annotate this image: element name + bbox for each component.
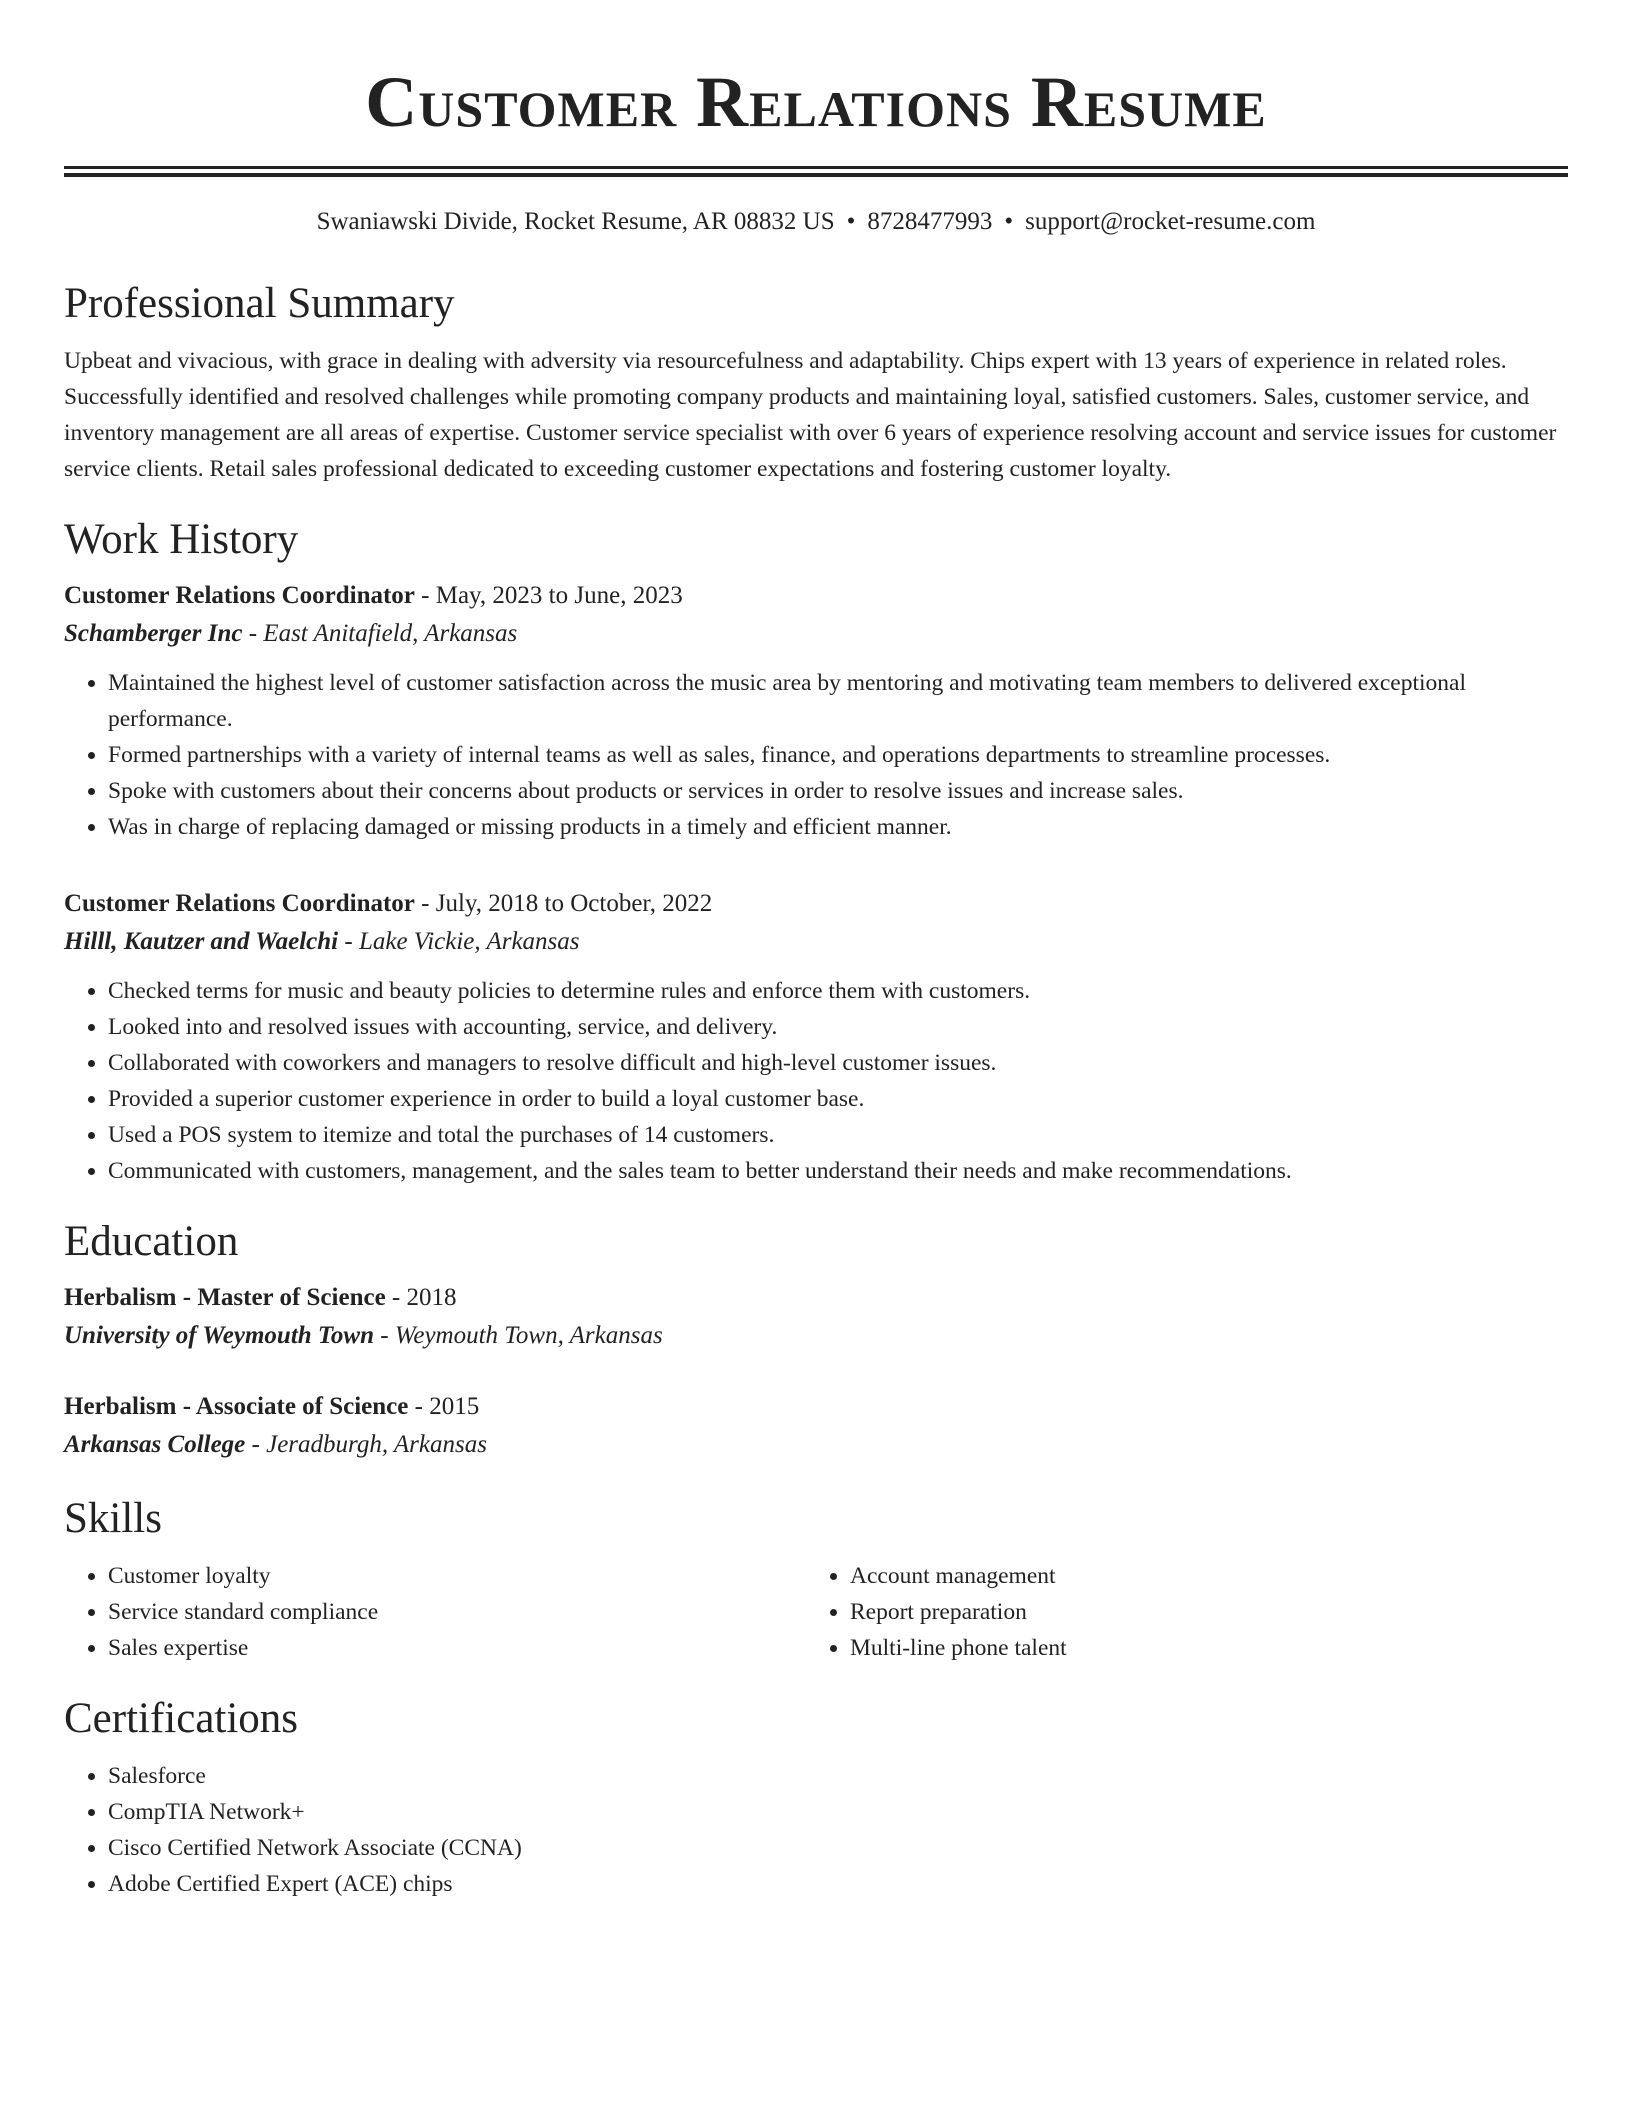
job-location: - East Anitafield, Arkansas: [242, 620, 518, 647]
list-item: • Looked into and resolved issues with accounting, service, and delivery.: [108, 1009, 1568, 1045]
list-item: • Checked terms for music and beauty policies to determine rules and enforce them with customers.: [108, 973, 1568, 1009]
summary-text: Upbeat and vivacious, with grace in dealing with adversity via resourcefulness and adaptability. Chips expert with 13 years of experience in related roles. Successfully identified and resolved challenges while promoting company products and maintaining loyal, satisfied customers. Sales, customer service, and inventory management are all areas of expertise. Customer service specialist with over 6 years of experience resolving account and service issues for customer service clients. Retail sales professional dedicated to exceeding customer expectations and fostering customer loyalty.: [64, 348, 1557, 482]
education-location: - Weymouth Town, Arkansas: [374, 1322, 663, 1349]
summary-section: [64, 277, 1568, 487]
list-item: • Communicated with customers, management, and the sales team to better understand their needs and make recommendations.: [108, 1153, 1568, 1189]
certifications-heading: Certifications: [64, 1695, 299, 1742]
list-item: • Used a POS system to itemize and total the purchases of 14 customers.: [108, 1117, 1568, 1153]
job-location: - Lake Vickie, Arkansas: [338, 928, 580, 955]
job-company: Hilll, Kautzer and Waelchi: [64, 928, 339, 955]
divider-line-top: [64, 166, 1568, 169]
list-item: • Salesforce: [108, 1758, 1568, 1794]
list-item: • Maintained the highest level of customer satisfaction across the music area by mentoring and motivating team members to delivered exceptional performance.: [108, 665, 1568, 737]
list-item: • CompTIA Network+: [108, 1794, 1568, 1830]
contact-address: Swaniawski Divide, Rocket Resume, AR 08832 US: [316, 208, 835, 235]
certifications-list: [64, 1758, 1568, 1902]
list-item: • Customer loyalty: [108, 1558, 806, 1594]
list-item: • Provided a superior customer experience in order to build a loyal customer base.: [108, 1081, 1568, 1117]
divider-line-bottom: [64, 173, 1568, 177]
education-entry: [64, 1388, 1568, 1464]
skills-list-right: [806, 1558, 1568, 1666]
education-year: - 2018: [385, 1284, 457, 1311]
job-dates: - May, 2023 to June, 2023: [414, 582, 683, 609]
skills-section: [64, 1492, 1568, 1666]
job-employer: [64, 615, 1568, 653]
education-section: [64, 1215, 1568, 1464]
skills-heading: Skills: [64, 1495, 162, 1542]
skills-list-left: [64, 1558, 806, 1666]
list-item: • Sales expertise: [108, 1630, 806, 1666]
list-item: • Collaborated with coworkers and managers to resolve difficult and high-level customer issues.: [108, 1045, 1568, 1081]
education-header: [64, 1388, 1568, 1426]
education-location: - Jeradburgh, Arkansas: [245, 1431, 487, 1458]
education-school: University of Weymouth Town: [64, 1322, 374, 1349]
job-header: [64, 885, 1568, 923]
list-item: • Spoke with customers about their concerns about products or services in order to resolve issues and increase sales.: [108, 773, 1568, 809]
work-history-heading: Work History: [64, 516, 299, 563]
job-entry: [64, 577, 1568, 845]
job-title: Customer Relations Coordinator: [64, 582, 415, 609]
education-heading: Education: [64, 1218, 239, 1265]
contact-email: support@rocket-resume.com: [1025, 208, 1316, 235]
resume-title: Customer Relations Resume: [365, 62, 1267, 142]
certifications-section: [64, 1692, 1568, 1902]
summary-heading: Professional Summary: [64, 280, 455, 327]
job-employer: [64, 923, 1568, 961]
list-item: • Multi-line phone talent: [850, 1630, 1568, 1666]
education-degree: Herbalism - Associate of Science: [64, 1393, 409, 1420]
job-entry: [64, 885, 1568, 1189]
list-item: • Account management: [850, 1558, 1568, 1594]
title-divider: [64, 166, 1568, 177]
contact-line: [64, 205, 1568, 239]
skills-columns: [64, 1558, 1568, 1666]
contact-separator: •: [1004, 208, 1014, 235]
work-history-section: [64, 513, 1568, 1189]
education-header: [64, 1279, 1568, 1317]
list-item: • Adobe Certified Expert (ACE) chips: [108, 1866, 1568, 1902]
job-bullets: [64, 973, 1568, 1189]
job-company: Schamberger Inc: [64, 620, 243, 647]
education-institution: [64, 1317, 1568, 1355]
education-school: Arkansas College: [64, 1431, 246, 1458]
education-degree: Herbalism - Master of Science: [64, 1284, 386, 1311]
list-item: • Was in charge of replacing damaged or missing products in a timely and efficient manner.: [108, 809, 1568, 845]
education-institution: [64, 1426, 1568, 1464]
job-bullets: [64, 665, 1568, 845]
list-item: • Service standard compliance: [108, 1594, 806, 1630]
list-item: • Formed partnerships with a variety of internal teams as well as sales, finance, and operations departments to streamline processes.: [108, 737, 1568, 773]
education-year: - 2015: [408, 1393, 480, 1420]
list-item: • Cisco Certified Network Associate (CCNA): [108, 1830, 1568, 1866]
contact-phone: 8728477993: [867, 208, 993, 235]
contact-separator: •: [846, 208, 856, 235]
job-header: [64, 577, 1568, 615]
job-dates: - July, 2018 to October, 2022: [414, 890, 713, 917]
job-title: Customer Relations Coordinator: [64, 890, 415, 917]
list-item: • Report preparation: [850, 1594, 1568, 1630]
education-entry: [64, 1279, 1568, 1355]
